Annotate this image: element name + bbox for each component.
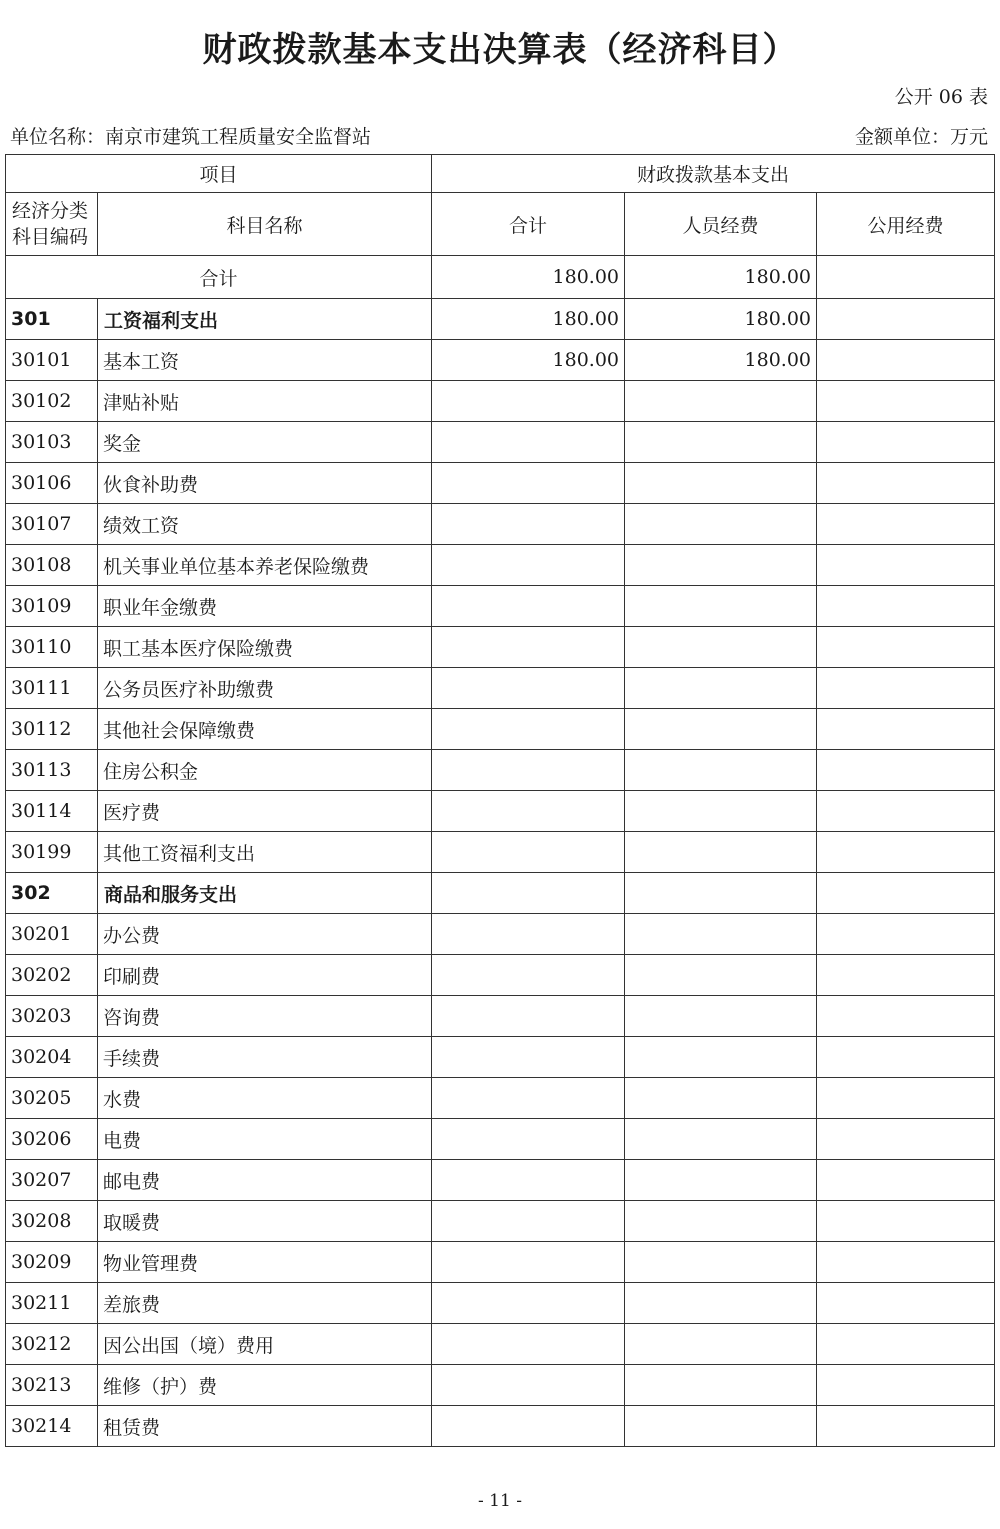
public-cell — [817, 627, 995, 668]
personnel-cell — [625, 1160, 817, 1201]
personnel-cell — [625, 586, 817, 627]
code-cell: 30101 — [6, 340, 98, 381]
name-cell: 奖金 — [98, 422, 432, 463]
code-cell: 30206 — [6, 1119, 98, 1160]
personnel-cell — [625, 1119, 817, 1160]
personnel-cell — [625, 627, 817, 668]
table-row — [6, 1242, 995, 1283]
public-cell — [817, 1201, 995, 1242]
name-cell: 其他社会保障缴费 — [98, 709, 432, 750]
public-cell — [817, 996, 995, 1037]
total-cell — [432, 627, 625, 668]
total-personnel: 180.00 — [625, 256, 817, 299]
header-total: 合计 — [432, 193, 625, 256]
table-row — [6, 1365, 995, 1406]
total-cell — [432, 422, 625, 463]
total-cell — [432, 832, 625, 873]
name-cell: 物业管理费 — [98, 1242, 432, 1283]
total-cell — [432, 914, 625, 955]
personnel-cell — [625, 504, 817, 545]
total-cell — [432, 1283, 625, 1324]
page-title: 财政拨款基本支出决算表（经济科目） — [202, 30, 798, 70]
table-row — [6, 1078, 995, 1119]
expense-table — [5, 154, 995, 1447]
personnel-cell — [625, 832, 817, 873]
personnel-cell — [625, 914, 817, 955]
table-row — [6, 627, 995, 668]
total-cell — [432, 873, 625, 914]
name-cell: 基本工资 — [98, 340, 432, 381]
name-cell: 伙食补助费 — [98, 463, 432, 504]
total-cell — [432, 1037, 625, 1078]
total-cell — [432, 1119, 625, 1160]
table-row — [6, 791, 995, 832]
code-cell: 30102 — [6, 381, 98, 422]
code-cell: 30107 — [6, 504, 98, 545]
total-cell — [432, 996, 625, 1037]
total-cell: 180.00 — [432, 340, 625, 381]
personnel-cell — [625, 381, 817, 422]
public-cell — [817, 1324, 995, 1365]
name-cell: 绩效工资 — [98, 504, 432, 545]
personnel-cell — [625, 1283, 817, 1324]
public-cell — [817, 1242, 995, 1283]
table-row — [6, 1201, 995, 1242]
personnel-cell — [625, 1406, 817, 1447]
header-code-line2: 科目编码 — [12, 226, 89, 248]
total-cell — [432, 668, 625, 709]
table-row — [6, 1406, 995, 1447]
header-row-2 — [6, 193, 995, 256]
personnel-cell — [625, 1201, 817, 1242]
table-row — [6, 422, 995, 463]
table-row — [6, 586, 995, 627]
name-cell: 医疗费 — [98, 791, 432, 832]
name-cell: 办公费 — [98, 914, 432, 955]
total-cell — [432, 463, 625, 504]
code-cell: 30203 — [6, 996, 98, 1037]
table-row — [6, 299, 995, 340]
header-public: 公用经费 — [817, 193, 995, 256]
code-cell: 30108 — [6, 545, 98, 586]
table-row — [6, 832, 995, 873]
name-cell: 邮电费 — [98, 1160, 432, 1201]
public-cell — [817, 504, 995, 545]
personnel-cell — [625, 791, 817, 832]
name-cell: 咨询费 — [98, 996, 432, 1037]
public-cell — [817, 299, 995, 340]
header-row-1 — [6, 155, 995, 193]
table-row — [6, 381, 995, 422]
page-number: - 11 - — [478, 1491, 522, 1511]
total-cell — [432, 709, 625, 750]
personnel-cell — [625, 955, 817, 996]
personnel-cell — [625, 1242, 817, 1283]
personnel-cell: 180.00 — [625, 340, 817, 381]
header-personnel: 人员经费 — [625, 193, 817, 256]
table-row — [6, 1324, 995, 1365]
public-cell — [817, 463, 995, 504]
unit-name: 单位名称：南京市建筑工程质量安全监督站 — [10, 126, 372, 148]
public-cell — [817, 586, 995, 627]
personnel-cell — [625, 545, 817, 586]
name-cell: 差旅费 — [98, 1283, 432, 1324]
public-cell — [817, 709, 995, 750]
public-cell — [817, 668, 995, 709]
name-cell: 印刷费 — [98, 955, 432, 996]
total-cell — [432, 1324, 625, 1365]
personnel-cell: 180.00 — [625, 299, 817, 340]
table-row — [6, 1119, 995, 1160]
personnel-cell — [625, 668, 817, 709]
public-cell — [817, 422, 995, 463]
name-cell: 公务员医疗补助缴费 — [98, 668, 432, 709]
public-cell — [817, 381, 995, 422]
code-cell: 30106 — [6, 463, 98, 504]
public-cell — [817, 340, 995, 381]
table-row — [6, 504, 995, 545]
name-cell: 工资福利支出 — [98, 299, 432, 340]
total-cell — [432, 1365, 625, 1406]
amount-unit: 金额单位：万元 — [854, 126, 988, 148]
public-cell — [817, 1406, 995, 1447]
code-cell: 30112 — [6, 709, 98, 750]
code-cell: 30208 — [6, 1201, 98, 1242]
public-cell — [817, 1160, 995, 1201]
table-row — [6, 709, 995, 750]
code-cell: 30213 — [6, 1365, 98, 1406]
personnel-cell — [625, 422, 817, 463]
header-code-line1: 经济分类 — [12, 200, 89, 222]
code-cell: 30110 — [6, 627, 98, 668]
personnel-cell — [625, 750, 817, 791]
name-cell: 职工基本医疗保险缴费 — [98, 627, 432, 668]
public-cell — [817, 832, 995, 873]
code-cell: 30202 — [6, 955, 98, 996]
code-cell: 30201 — [6, 914, 98, 955]
personnel-cell — [625, 1365, 817, 1406]
code-cell: 30109 — [6, 586, 98, 627]
public-cell — [817, 955, 995, 996]
table-row — [6, 914, 995, 955]
header-project: 项目 — [6, 155, 432, 193]
total-cell — [432, 381, 625, 422]
name-cell: 取暖费 — [98, 1201, 432, 1242]
total-cell — [432, 750, 625, 791]
table-row — [6, 1160, 995, 1201]
personnel-cell — [625, 996, 817, 1037]
personnel-cell — [625, 709, 817, 750]
code-cell: 30103 — [6, 422, 98, 463]
header-expense: 财政拨款基本支出 — [432, 155, 995, 193]
public-cell — [817, 1119, 995, 1160]
header-name: 科目名称 — [98, 193, 432, 256]
unit-info-line — [10, 122, 988, 148]
public-cell — [817, 791, 995, 832]
name-cell: 机关事业单位基本养老保险缴费 — [98, 545, 432, 586]
name-cell: 津贴补贴 — [98, 381, 432, 422]
total-public — [817, 256, 995, 299]
total-label: 合计 — [6, 256, 432, 299]
name-cell: 其他工资福利支出 — [98, 832, 432, 873]
code-cell: 30212 — [6, 1324, 98, 1365]
total-cell: 180.00 — [432, 299, 625, 340]
table-row — [6, 955, 995, 996]
code-cell: 30114 — [6, 791, 98, 832]
personnel-cell — [625, 1078, 817, 1119]
table-row — [6, 873, 995, 914]
name-cell: 租赁费 — [98, 1406, 432, 1447]
total-cell — [432, 1242, 625, 1283]
public-cell — [817, 873, 995, 914]
name-cell: 手续费 — [98, 1037, 432, 1078]
personnel-cell — [625, 1037, 817, 1078]
code-cell: 30211 — [6, 1283, 98, 1324]
code-cell: 30111 — [6, 668, 98, 709]
code-cell: 30113 — [6, 750, 98, 791]
code-cell: 30214 — [6, 1406, 98, 1447]
total-cell — [432, 545, 625, 586]
name-cell: 职业年金缴费 — [98, 586, 432, 627]
name-cell: 住房公积金 — [98, 750, 432, 791]
code-cell: 302 — [6, 873, 98, 914]
name-cell: 因公出国（境）费用 — [98, 1324, 432, 1365]
table-row — [6, 1283, 995, 1324]
total-cell — [432, 504, 625, 545]
personnel-cell — [625, 1324, 817, 1365]
code-cell: 301 — [6, 299, 98, 340]
total-row — [6, 256, 995, 299]
table-number: 公开 06 表 — [894, 86, 988, 108]
public-cell — [817, 1078, 995, 1119]
header-code — [6, 193, 98, 256]
table-row — [6, 340, 995, 381]
personnel-cell — [625, 463, 817, 504]
code-cell: 30205 — [6, 1078, 98, 1119]
table-row — [6, 996, 995, 1037]
table-row — [6, 1037, 995, 1078]
code-cell: 30207 — [6, 1160, 98, 1201]
name-cell: 商品和服务支出 — [98, 873, 432, 914]
public-cell — [817, 1283, 995, 1324]
total-cell — [432, 791, 625, 832]
total-cell — [432, 1406, 625, 1447]
total-sum: 180.00 — [432, 256, 625, 299]
table-row — [6, 668, 995, 709]
name-cell: 维修（护）费 — [98, 1365, 432, 1406]
total-cell — [432, 955, 625, 996]
name-cell: 水费 — [98, 1078, 432, 1119]
personnel-cell — [625, 873, 817, 914]
public-cell — [817, 1037, 995, 1078]
code-cell: 30209 — [6, 1242, 98, 1283]
total-cell — [432, 1078, 625, 1119]
table-row — [6, 463, 995, 504]
total-cell — [432, 1160, 625, 1201]
code-cell: 30204 — [6, 1037, 98, 1078]
public-cell — [817, 545, 995, 586]
table-row — [6, 545, 995, 586]
public-cell — [817, 914, 995, 955]
code-cell: 30199 — [6, 832, 98, 873]
total-cell — [432, 1201, 625, 1242]
name-cell: 电费 — [98, 1119, 432, 1160]
table-row — [6, 750, 995, 791]
public-cell — [817, 1365, 995, 1406]
total-cell — [432, 586, 625, 627]
public-cell — [817, 750, 995, 791]
